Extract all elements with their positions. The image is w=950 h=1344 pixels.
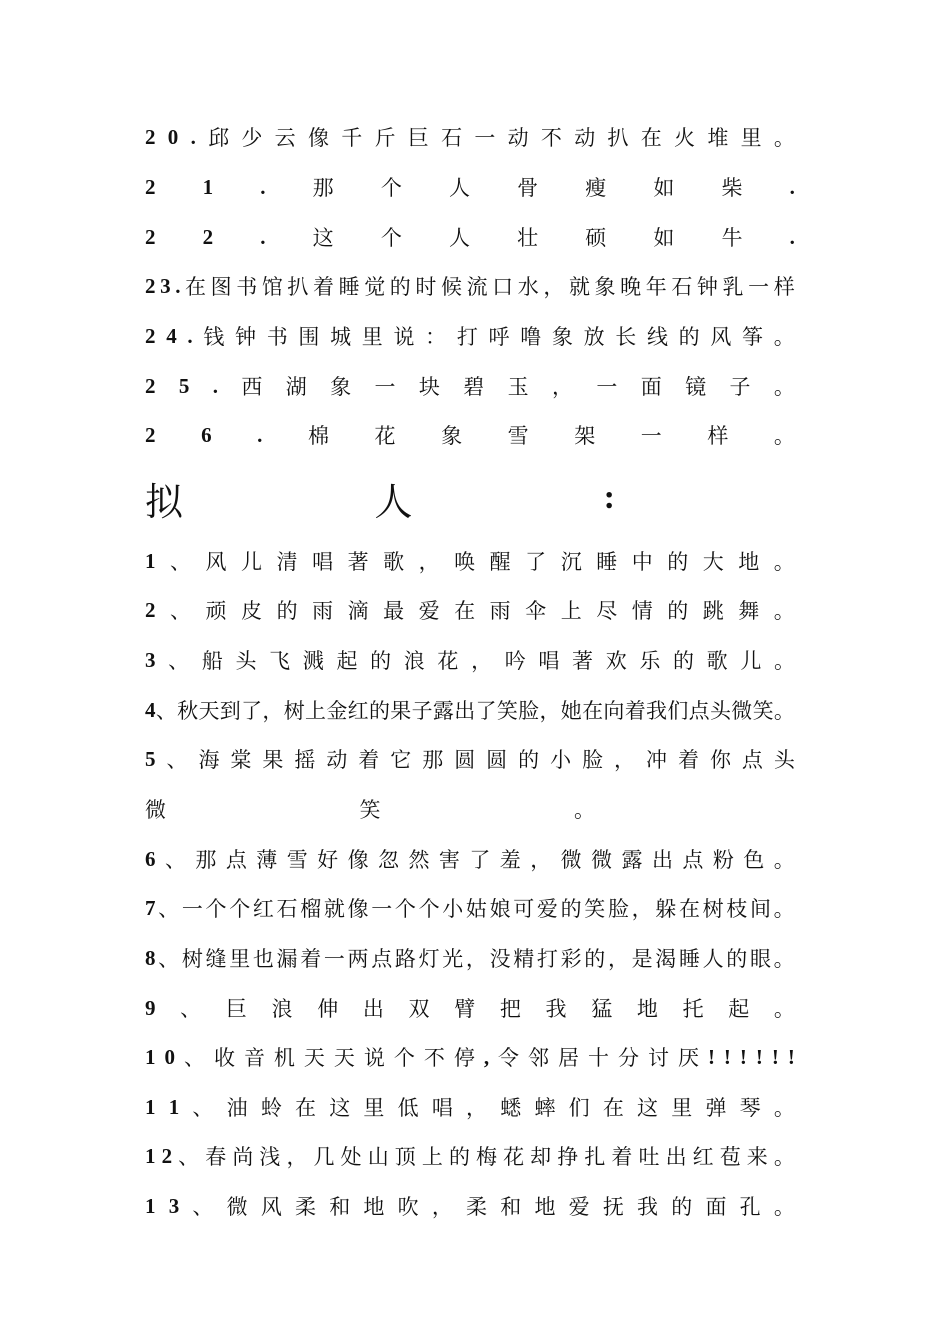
text-line-20: 2 0 . 邱 少 云 像 千 斤 巨 石 一 动 不 动 扒 在 火 堆 里 。 (145, 124, 795, 150)
text-line-24: 2 4 . 钱 钟 书 围 城 里 说 ： 打 呼 噜 象 放 长 线 的 风 筝 。 (145, 323, 795, 349)
text-line-8: 8 、 树 缝 里 也 漏 着 一 两 点 路 灯 光 ， 没 精 打 彩 的 ， 是 渴 睡 人 的 眼 。 (145, 945, 795, 971)
text-line-2: 2 、 顽 皮 的 雨 滴 最 爱 在 雨 伞 上 尽 情 的 跳 舞 。 (145, 597, 795, 623)
text-line-7: 7 、 一 个 个 红 石 榴 就 像 一 个 个 小 姑 娘 可 爱 的 笑 脸 ， 躲 在 树 枝 间 。 (145, 895, 795, 921)
heading-char-2: 人 (374, 479, 413, 524)
text-line-5-continued: 微 笑 。 (145, 798, 595, 822)
text-line-5: 5 、 海 棠 果 摇 动 着 它 那 圆 圆 的 小 脸 ， 冲 着 你 点 头 (145, 746, 795, 772)
text-line-9: 9 、 巨 浪 伸 出 双 臂 把 我 猛 地 托 起 。 (145, 995, 795, 1021)
text-line-13: 1 3 、 微 风 柔 和 地 吹 ， 柔 和 地 爱 抚 我 的 面 孔 。 (145, 1193, 795, 1219)
text-line-6: 6 、 那 点 薄 雪 好 像 忽 然 害 了 羞 ， 微 微 露 出 点 粉 色 。 (145, 846, 795, 872)
text-line-12: 1 2 、 春 尚 浅 ， 几 处 山 顶 上 的 梅 花 却 挣 扎 着 吐 出 红 苞 来 。 (145, 1143, 795, 1169)
text-line-1: 1 、 风 儿 清 唱 著 歌 ， 唤 醒 了 沉 睡 中 的 大 地 。 (145, 548, 795, 574)
text-line-21: 2 1 . 那 个 人 骨 瘦 如 柴 . (145, 174, 795, 200)
text-line-11: 1 1 、 油 蛉 在 这 里 低 唱 ， 蟋 蟀 们 在 这 里 弹 琴 。 (145, 1094, 795, 1120)
text-line-23: 2 3 . 在 图 书 馆 扒 着 睡 觉 的 时 候 流 口 水 ， 就 象 晚 年 石 钟 乳 一 样 (145, 273, 795, 299)
text-line-3: 3 、 船 头 飞 溅 起 的 浪 花 ， 吟 唱 著 欢 乐 的 歌 儿 。 (145, 647, 795, 673)
text-line-22: 2 2 . 这 个 人 壮 硕 如 牛 . (145, 224, 795, 250)
section-heading-personification (145, 470, 615, 526)
text-line-25: 2 5 . 西 湖 象 一 块 碧 玉 ， 一 面 镜 子 。 (145, 373, 795, 399)
heading-char-1: 拟 (145, 479, 184, 524)
text-line-4: 4 、 秋 天 到 了 ， 树 上 金 红 的 果 子 露 出 了 笑 脸 ， 她 在 向 着 我 们 点 头 微 笑 。 (145, 697, 795, 723)
text-line-26: 2 6 . 棉 花 象 雪 架 一 样 。 (145, 422, 795, 448)
text-line-10: 1 0 、 收 音 机 天 天 说 个 不 停 , 令 邻 居 十 分 讨 厌 ! ! ! ! ! ! (145, 1044, 795, 1070)
heading-colon: : (603, 479, 615, 516)
